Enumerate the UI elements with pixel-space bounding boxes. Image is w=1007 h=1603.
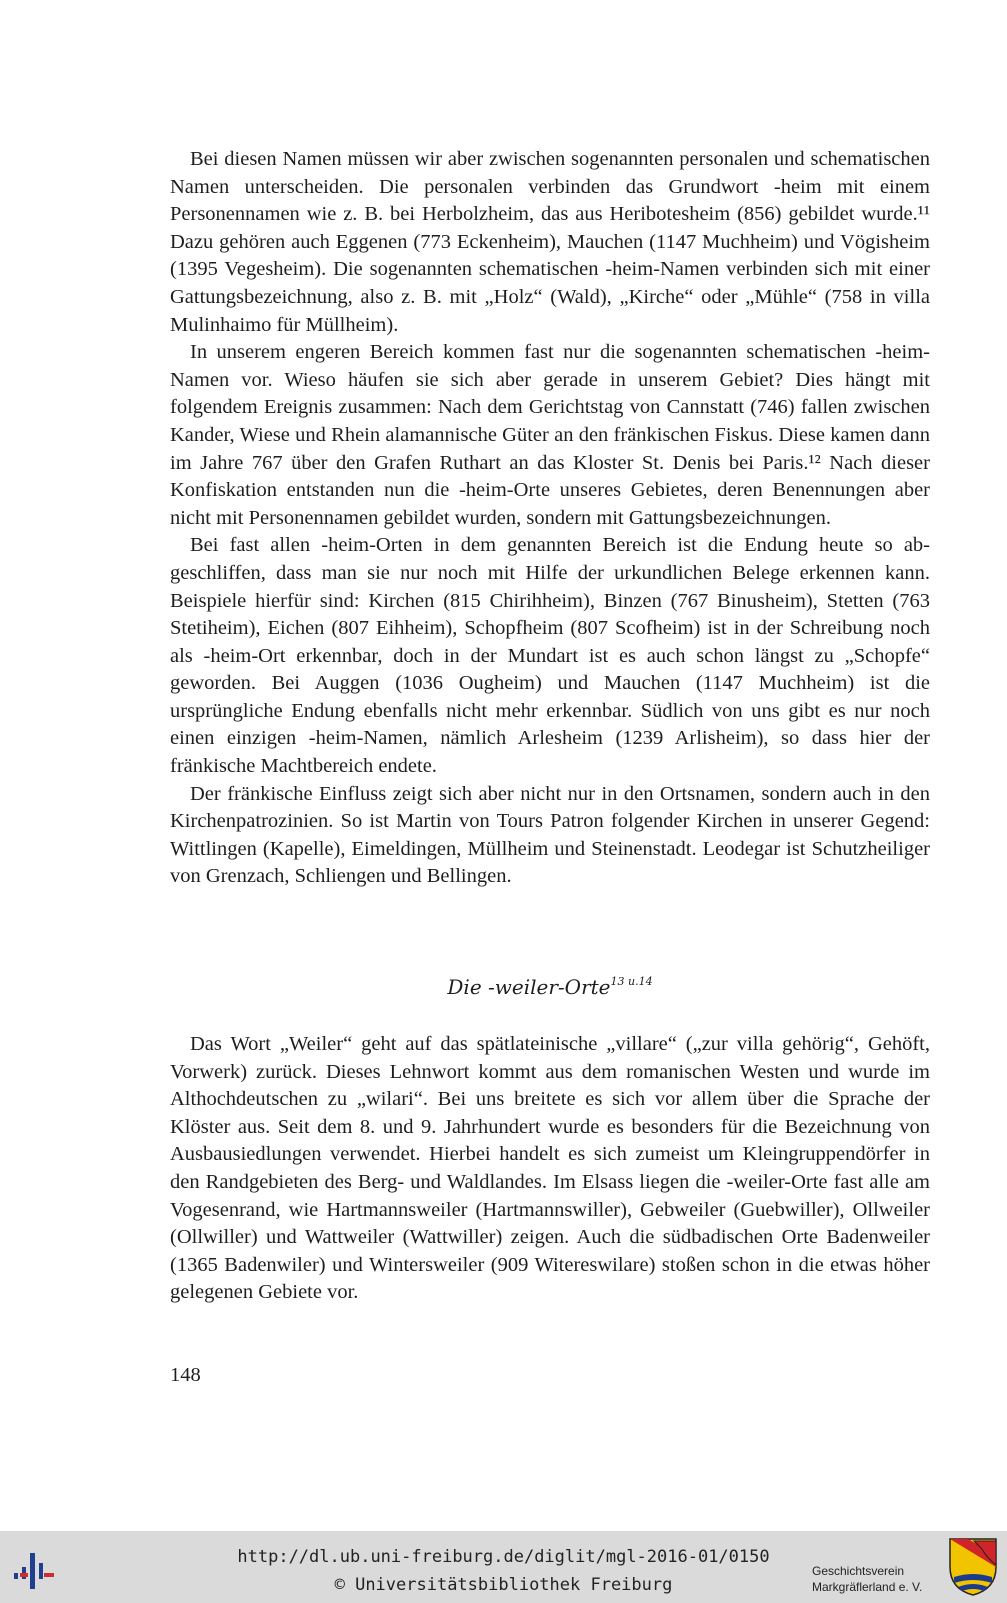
society-name (812, 1563, 922, 1595)
body-text-section-1 (170, 146, 930, 891)
source-url-link[interactable]: http://dl.ub.uni-freiburg.de/diglit/mgl-2016-01/0150 (237, 1547, 770, 1567)
paragraph: Das Wort „Weiler“ geht auf das spätlateinische „villare“ („zur villa gehörig“, Gehöft, Vorwerk) zurück. Dieses Lehnwort kommt aus dem romanischen Westen und wurde im Althochdeutschen zu „wilari“. Bei uns breitete es sich vor allem über die Sprache der Klöster aus. Seit dem 8. und 9. Jahrhundert wurde es besonders für die Bezeichnung von Ausbausiedlungen verwendet. Hierbei handelt es sich zumeist um Kleingruppendörfer in den Randgebieten des Berg- und Waldlandes. Im Elsass liegen die -weiler-Orte fast alle am Vogesenrand, wie Hartmannsweiler (Hartmannswiller), Gebweiler (Guebwiller), Ollweiler (Ollwiller) und Wattweiler (Wattwiller) zeigen. Auch die südbadischen Orte Badenweiler (1365 Badenwiler) und Wintersweiler (909 Witereswilare) stoßen schon in die etwas höher gelegenen Gebiete vor. (170, 1033, 930, 1304)
footer-bar (0, 1531, 1007, 1603)
paragraph: Bei diesen Namen müssen wir aber zwischen sogenannten personalen und schematischen Namen unterscheiden. Die personalen verbinden das Grundwort -heim mit einem Personennamen wie z. B. bei Herbolzheim, das aus Heribotesheim (856) gebildet wurde.¹¹ Dazu gehören auch Eggenen (773 Eckenheim), Mauchen (1147 Muchheim) und Vögisheim (1395 Vegesheim). Die sogenannten schematischen -heim-Namen verbinden sich mit einer Gattungsbezeichnung, also z. B. mit „Holz“ (Wald), „Kirche“ oder „Mühle“ (758 in villa Mulinhaimo für Müllheim). (170, 148, 930, 336)
section-heading-text: Die -weiler-Orte (447, 975, 611, 999)
page-number: 148 (170, 1364, 201, 1386)
paragraph: Der fränkische Einfluss zeigt sich aber nicht nur in den Ortsnamen, sondern auch in den Kirchenpatrozinien. So ist Martin von Tours Patron folgender Kirchen in unserer Gegend: Wittlingen (Kapelle), Eimeldingen, Müllheim und Steinenstadt. Leodegar ist Schutzheiliger von Grenzach, Schliengen und Bellingen. (170, 782, 930, 888)
section-heading (170, 975, 930, 999)
society-name-line-2: Markgräflerland e. V. (812, 1580, 923, 1594)
paragraph: Bei fast allen -heim-Orten in dem genannten Bereich ist die Endung heute so abgeschliffen, dass man sie nur noch mit Hilfe der urkundlichen Belege erkennen kann. Beispiele hierfür sind: Kirchen (815 Chirihheim), Binzen (767 Binusheim), Stetten (763 Stetiheim), Eichen (807 Eihheim), Schopfheim (807 Scofheim) ist in der Schreibung noch als -heim-Ort erkennbar, doch in der Mundart ist es auch schon längst zu „Schopfe“ geworden. Bei Auggen (1036 Ougheim) und Mauchen (1147 Muchheim) ist die ursprüngliche Endung ebenfalls nicht mehr erkennbar. Südlich von uns gibt es nur noch einen einzigen -heim-Namen, nämlich Arlesheim (1239 Arlisheim), so dass hier der fränkische Machtbereich endete. (170, 534, 930, 778)
body-text-section-2 (170, 1031, 930, 1307)
paragraph: In unserem engeren Bereich kommen fast nur die sogenannten schematischen -heim-Namen vor. Wieso häufen sie sich aber gerade in unserem Gebiet? Dies hängt mit folgendem Ereignis zusammen: Nach dem Gerichtstag von Cannstatt (746) fallen zwischen Kander, Wiese und Rhein alamannische Güter an den fränkischen Fiskus. Diese kamen dann im Jahre 767 über den Grafen Ruthart an das Kloster St. Denis bei Paris.¹² Nach dieser Konfiskation entstanden nun die -heim-Orte unseres Gebietes, deren Benennungen aber nicht mit Personennamen gebildet wurden, sondern mit Gattungsbezeichnungen. (170, 341, 930, 529)
footnote-reference: 13 u.14 (610, 975, 653, 988)
markgraeflerland-crest-icon (948, 1537, 998, 1597)
society-name-line-1: Geschichtsverein (812, 1564, 905, 1578)
copyright-notice: © Universitätsbibliothek Freiburg (334, 1575, 673, 1595)
